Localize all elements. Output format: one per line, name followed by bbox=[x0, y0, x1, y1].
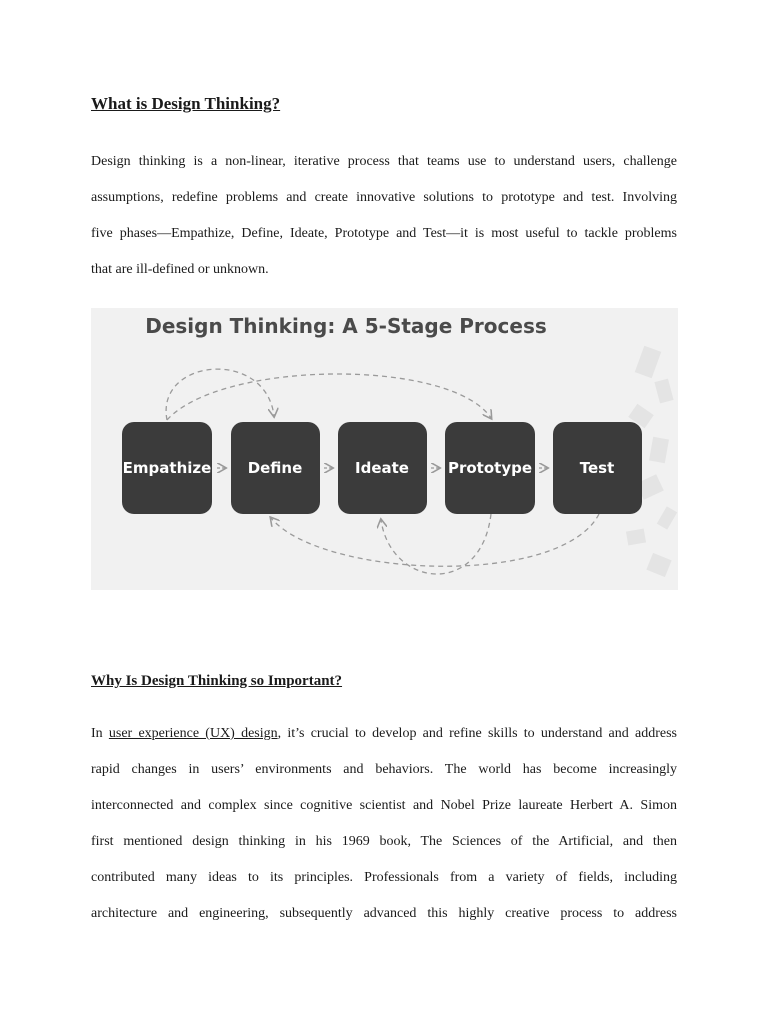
process-diagram-svg bbox=[91, 308, 678, 590]
line-suffix: , it’s crucial to develop and refine skills to understand and address bbox=[277, 726, 677, 741]
diagram-title: Design Thinking: A 5-Stage Process bbox=[145, 314, 547, 338]
ux-design-link[interactable]: user experience (UX) design bbox=[108, 726, 278, 741]
stage-label: Test bbox=[579, 459, 615, 477]
paragraph-line: first mentioned design thinking in his 1969 book, The Sciences of the Artificial, and then bbox=[91, 834, 677, 849]
paragraph-line: assumptions, redefine problems and create innovative solutions to prototype and test. Involving bbox=[91, 190, 677, 205]
loop-arrow-empathize-define bbox=[166, 369, 274, 420]
paragraph-line: architecture and engineering, subsequently advanced this highly creative process to address bbox=[91, 906, 677, 921]
line-prefix: In bbox=[91, 726, 109, 741]
stage-test bbox=[553, 422, 642, 514]
importance-paragraph bbox=[91, 716, 677, 932]
stage-prototype bbox=[445, 422, 535, 514]
paragraph-line: rapid changes in users’ environments and behaviors. The world has become increasingly bbox=[91, 762, 677, 777]
paragraph-line: interconnected and complex since cognitive scientist and Nobel Prize laureate Herbert A. Simon bbox=[91, 798, 677, 813]
stage-empathize bbox=[122, 422, 212, 514]
design-thinking-diagram bbox=[91, 308, 678, 590]
paragraph-line: Design thinking is a non-linear, iterative process that teams use to understand users, challenge bbox=[91, 154, 677, 169]
paragraph-line: five phases—Empathize, Define, Ideate, Prototype and Test—it is most useful to tackle problems bbox=[91, 226, 677, 241]
stage-label: Empathize bbox=[122, 459, 212, 477]
paragraph-line: contributed many ideas to its principles. Professionals from a variety of fields, including bbox=[91, 870, 677, 885]
stage-label: Ideate bbox=[355, 459, 409, 477]
paragraph-line-with-link bbox=[91, 716, 677, 752]
stage-label: Prototype bbox=[447, 459, 533, 477]
intro-paragraph bbox=[91, 144, 677, 288]
stage-define bbox=[231, 422, 320, 514]
stage-ideate bbox=[338, 422, 427, 514]
section-heading-why-important: Why Is Design Thinking so Important? bbox=[91, 673, 343, 689]
paragraph-line: that are ill-defined or unknown. bbox=[91, 262, 269, 277]
section-heading-what-is: What is Design Thinking? bbox=[91, 94, 281, 113]
loop-arrow-empathize-prototype bbox=[167, 374, 491, 420]
loop-arrow-test-define bbox=[271, 514, 599, 566]
stage-label: Define bbox=[247, 459, 303, 477]
